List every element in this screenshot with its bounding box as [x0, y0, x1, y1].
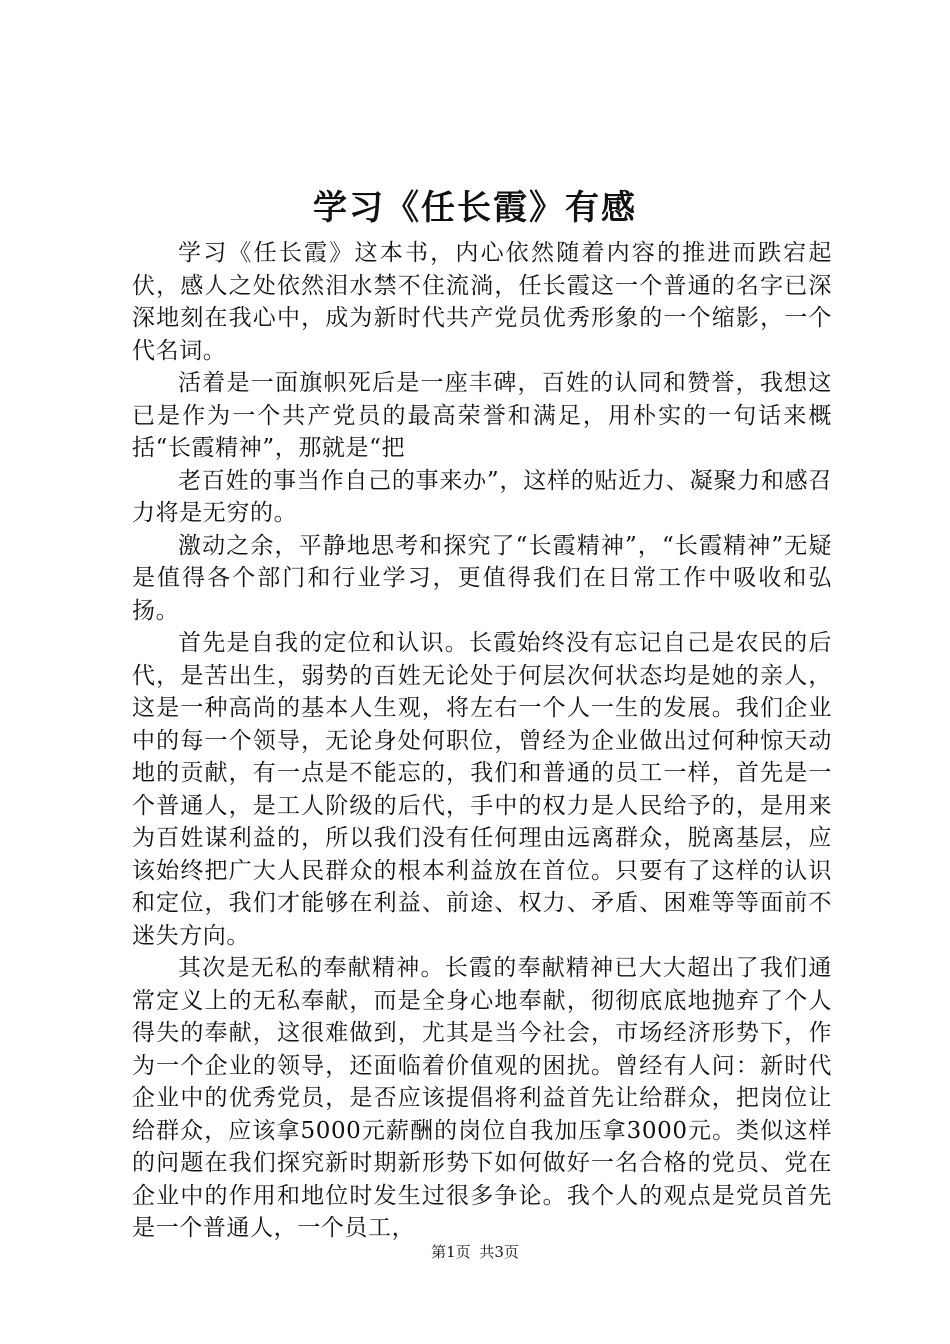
- page-number: 第1页: [431, 1243, 471, 1261]
- paragraph: 首先是自我的定位和认识。长霞始终没有忘记自己是农民的后代，是苦出生，弱势的百姓无论处于何层次何状态均是她的亲人，这是一种高尚的基本人生观，将左右一个人一生的发展。我们企业中的每一个领导，无论身处何职位，曾经为企业做出过何种惊天动地的贡献，有一点是不能忘的，我们和普通的员工一样，首先是一个普通人，是工人阶级的后代，手中的权力是人民给予的，是用来为百姓谋利益的，所以我们没有任何理由远离群众，脱离基层，应该始终把广大人民群众的根本利益放在首位。只要有了这样的认识和定位，我们才能够在利益、前途、权力、矛盾、困难等等面前不迷失方向。: [132, 630, 832, 949]
- paragraph: 活着是一面旗帜死后是一座丰碑，百姓的认同和赞誉，我想这已是作为一个共产党员的最高荣誉和满足，用朴实的一句话来概括“长霞精神”，那就是“把: [132, 370, 832, 461]
- paragraph: 老百姓的事当作自己的事来办”，这样的贴近力、凝聚力和感召力将是无穷的。: [132, 467, 832, 526]
- document-body: [132, 237, 832, 1245]
- paragraph: 激动之余，平静地思考和探究了“长霞精神”，“长霞精神”无疑是值得各个部门和行业学习，更值得我们在日常工作中吸收和弘扬。: [132, 532, 832, 624]
- paragraph: 学习《任长霞》这本书，内心依然随着内容的推进而跌宕起伏，感人之处依然泪水禁不住流淌，任长霞这一个普通的名字已深深地刻在我心中，成为新时代共产党员优秀形象的一个缩影，一个代名词。: [132, 240, 832, 364]
- document-title: 学习《任长霞》有感: [313, 188, 637, 228]
- paragraph: 其次是无私的奉献精神。长霞的奉献精神已大大超出了我们通常定义上的无私奉献，而是全身心地奉献，彻彻底底地抛弃了个人得失的奉献，这很难做到，尤其是当今社会，市场经济形势下，作为一个企业的领导，还面临着价值观的困扰。曾经有人问：新时代企业中的优秀党员，是否应该提倡将利益首先让给群众，把岗位让给群众，应该拿5000元薪酬的岗位自我加压拿3000元。类似这样的问题在我们探究新时期新形势下如何做好一名合格的党员、党在企业中的作用和地位时发生过很多争论。我个人的观点是党员首先是一个普通人，一个员工，: [132, 955, 832, 1241]
- page-total: 共3页: [479, 1243, 519, 1261]
- page-footer: [0, 1242, 950, 1262]
